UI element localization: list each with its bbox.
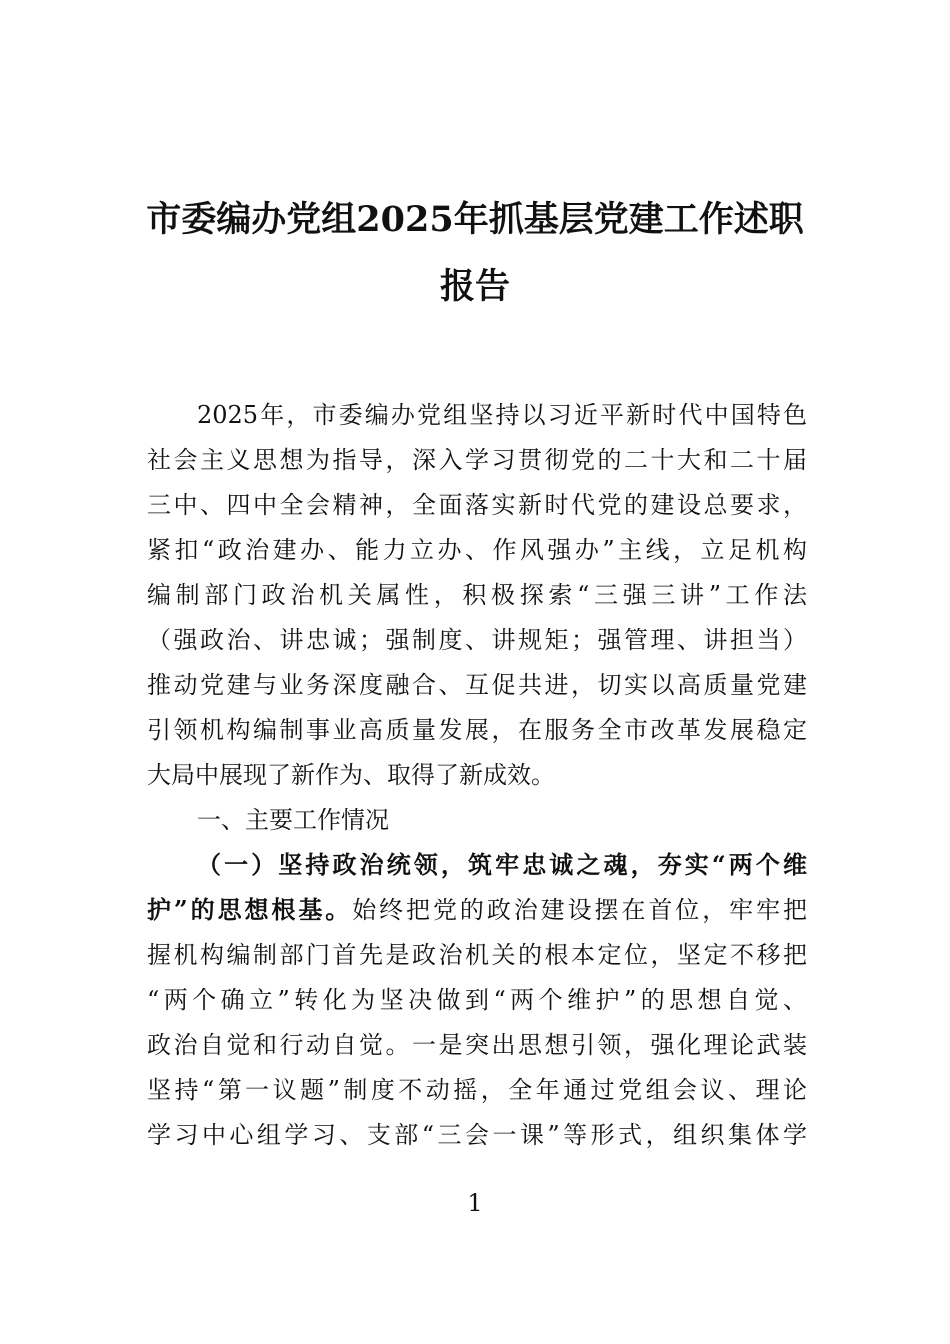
subsection-line: 政治自觉和行动自觉。一是突出思想引领，强化理论武装 (147, 1031, 807, 1059)
intro-line: 引领机构编制事业高质量发展，在服务全市改革发展稳定 (147, 716, 807, 744)
subsection-line: 学习中心组学习、支部“三会一课”等形式，组织集体学 (147, 1121, 807, 1149)
intro-line: 社会主义思想为指导，深入学习贯彻党的二十大和二十届 (147, 446, 807, 474)
subsection-line (147, 895, 807, 925)
subsection-heading-line: （一）坚持政治统领，筑牢忠诚之魂，夯实“两个维 (197, 850, 807, 879)
subsection-text: 始终把党的政治建设摆在首位，牢牢把 (352, 896, 807, 924)
section-heading: 一、主要工作情况 (197, 806, 389, 834)
intro-line: 紧扣“政治建办、能力立办、作风强办”主线，立足机构 (147, 536, 807, 564)
intro-line: 三中、四中全会精神，全面落实新时代党的建设总要求， (147, 491, 807, 519)
page-number: 1 (467, 1189, 483, 1217)
intro-line: 大局中展现了新作为、取得了新成效。 (147, 761, 555, 789)
subsection-line: “两个确立”转化为坚决做到“两个维护”的思想自觉、 (147, 986, 807, 1014)
intro-line: 编制部门政治机关属性，积极探索“三强三讲”工作法 (147, 581, 807, 609)
document-title-line-2: 报告 (439, 266, 510, 307)
document-title-line-1: 市委编办党组2025年抓基层党建工作述职 (146, 199, 804, 240)
subsection-heading-tail: 护”的思想根基。 (147, 895, 353, 924)
subsection-line: 坚持“第一议题”制度不动摇，全年通过党组会议、理论 (147, 1076, 807, 1104)
intro-line: （强政治、讲忠诚；强制度、讲规矩；强管理、讲担当） (147, 626, 807, 654)
intro-line: 推动党建与业务深度融合、互促共进，切实以高质量党建 (147, 671, 807, 699)
intro-line: 2025年，市委编办党组坚持以习近平新时代中国特色 (197, 401, 807, 429)
subsection-line: 握机构编制部门首先是政治机关的根本定位，坚定不移把 (147, 941, 807, 969)
